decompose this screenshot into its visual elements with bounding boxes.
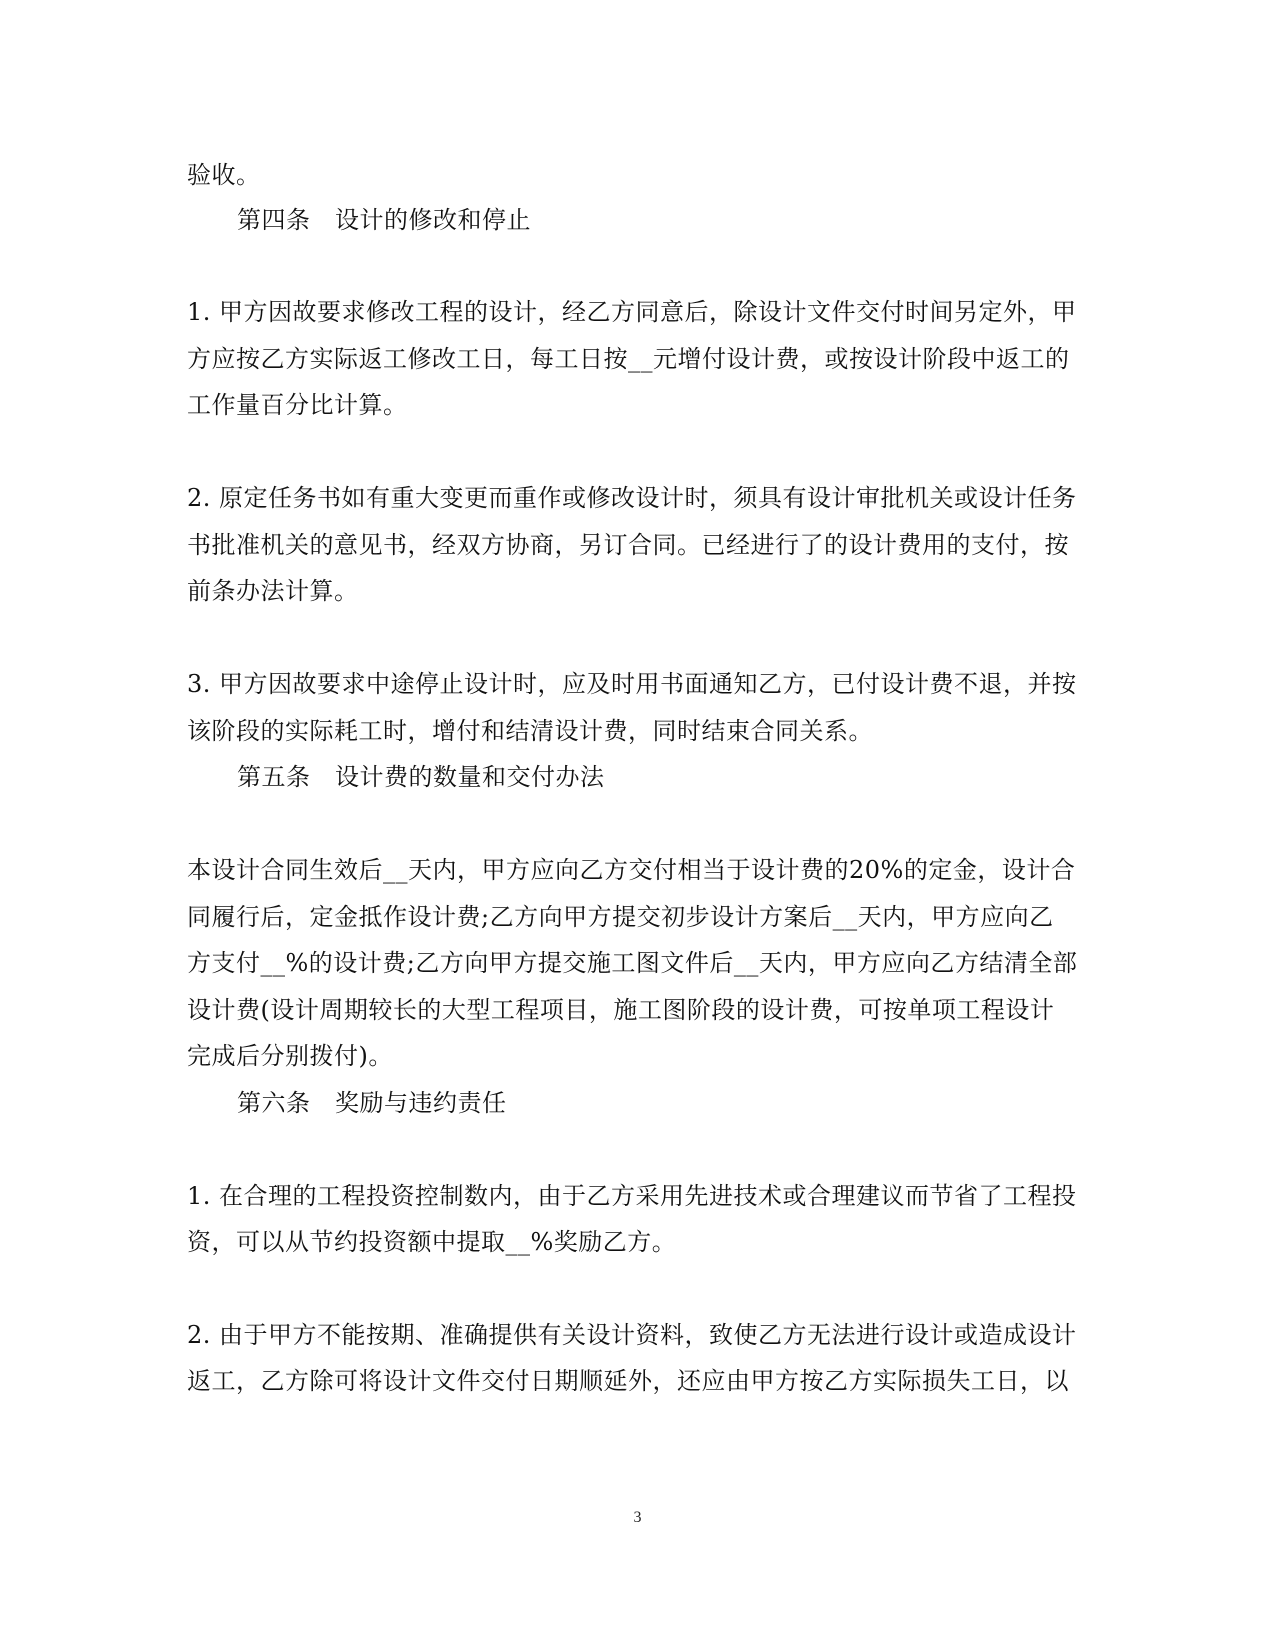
paragraph-line: 本设计合同生效后__天内，甲方应向乙方交付相当于设计费的20%的定金，设计合 bbox=[187, 856, 1076, 884]
paragraph-line: 1. 甲方因故要求修改工程的设计，经乙方同意后，除设计文件交付时间另定外，甲 bbox=[187, 298, 1077, 326]
paragraph-line: 书批准机关的意见书，经双方协商，另订合同。已经进行了的设计费用的支付，按 bbox=[187, 531, 1069, 559]
paragraph-line: 同履行后，定金抵作设计费;乙方向甲方提交初步设计方案后__天内，甲方应向乙 bbox=[187, 903, 1054, 931]
section-heading: 第五条 设计费的数量和交付办法 bbox=[237, 763, 605, 791]
paragraph-line: 1. 在合理的工程投资控制数内，由于乙方采用先进技术或合理建议而节省了工程投 bbox=[187, 1182, 1077, 1210]
page-number: 3 bbox=[633, 1509, 642, 1526]
paragraph-line: 资，可以从节约投资额中提取__%奖励乙方。 bbox=[187, 1228, 677, 1256]
paragraph-line: 完成后分别拨付)。 bbox=[187, 1042, 393, 1070]
paragraph-line: 2. 由于甲方不能按期、准确提供有关设计资料，致使乙方无法进行设计或造成设计 bbox=[187, 1321, 1077, 1349]
paragraph-line: 验收。 bbox=[187, 161, 261, 189]
paragraph-line: 返工，乙方除可将设计文件交付日期顺延外，还应由甲方按乙方实际损失工日，以 bbox=[187, 1367, 1069, 1395]
paragraph-line: 方支付__%的设计费;乙方向甲方提交施工图文件后__天内，甲方应向乙方结清全部 bbox=[187, 949, 1078, 977]
paragraph-line: 工作量百分比计算。 bbox=[187, 391, 408, 419]
paragraph-line: 3. 甲方因故要求中途停止设计时，应及时用书面通知乙方，已付设计费不退，并按 bbox=[187, 670, 1077, 698]
paragraph-line: 设计费(设计周期较长的大型工程项目，施工图阶段的设计费，可按单项工程设计 bbox=[187, 996, 1055, 1024]
paragraph-line: 方应按乙方实际返工修改工日，每工日按__元增付设计费，或按设计阶段中返工的 bbox=[187, 345, 1070, 373]
paragraph-line: 2. 原定任务书如有重大变更而重作或修改设计时，须具有设计审批机关或设计任务 bbox=[187, 484, 1077, 512]
paragraph-line: 该阶段的实际耗工时，增付和结清设计费，同时结束合同关系。 bbox=[187, 717, 873, 745]
section-heading: 第六条 奖励与违约责任 bbox=[237, 1089, 507, 1117]
section-heading: 第四条 设计的修改和停止 bbox=[237, 206, 531, 234]
paragraph-line: 前条办法计算。 bbox=[187, 577, 359, 605]
